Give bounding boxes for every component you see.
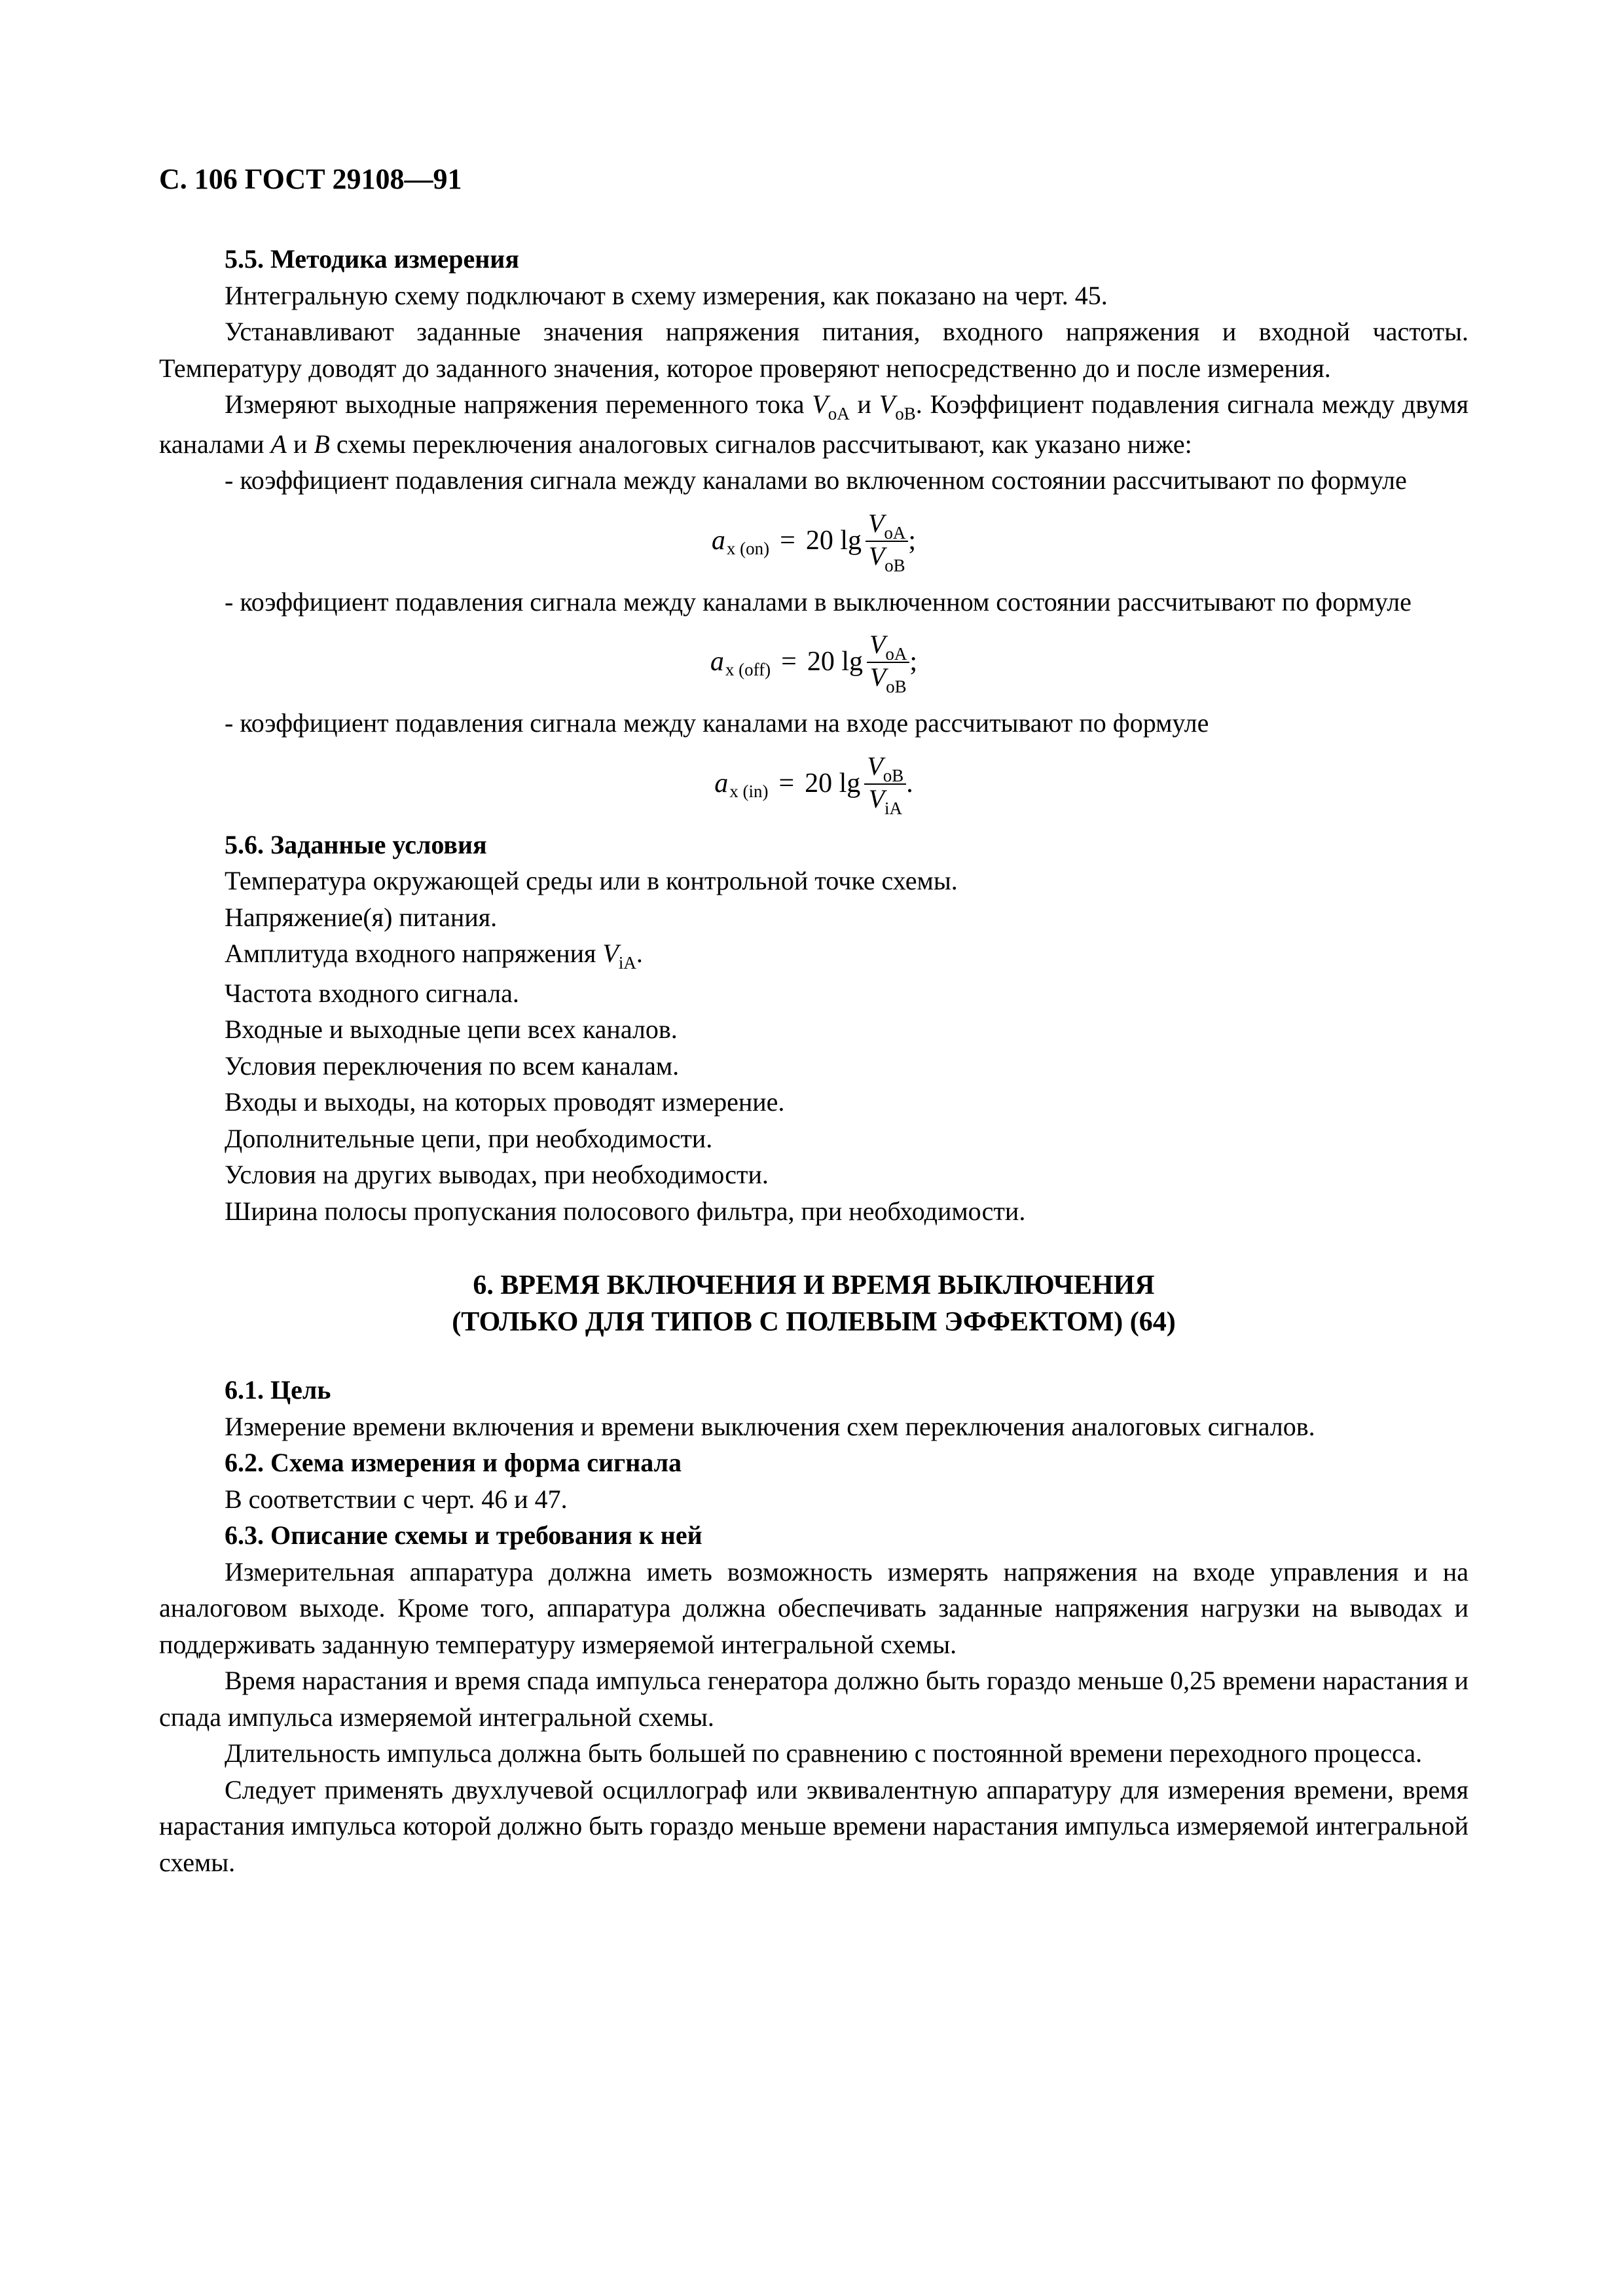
section-6-1-paragraph: Измерение времени включения и времени выключения схем переключения аналоговых сигналов. [225, 1411, 1315, 1441]
channel-a: A [270, 429, 287, 459]
condition-line: Температура окружающей среды или в контрольной точке схемы. [225, 866, 958, 895]
channel-b: B [314, 429, 330, 459]
formula-end: ; [909, 647, 918, 677]
formula-fraction [867, 630, 909, 694]
denominator-var: V [868, 783, 884, 814]
formula-lhs-subscript: x (in) [729, 781, 769, 801]
formula-end: ; [908, 525, 917, 556]
section-6-3-paragraph-1: Измерительная аппаратура должна иметь возможность измерять напряжения на входе управления и на аналоговом выходе. Кроме того, аппаратура должна обеспечивать заданные напряжения нагрузки на выводах и поддерживать заданную температуру измеряемой интегральной схемы. [159, 1556, 1468, 1659]
section-5-5-title: 5.5. Методика измерения [225, 244, 519, 274]
formula-function: 20 lg [805, 525, 862, 556]
condition-line: Входные и выходные цепи всех каналов. [225, 1014, 678, 1044]
text-run: . [636, 939, 643, 968]
variable-subscript: oA [828, 404, 850, 423]
formula-lhs: a [714, 768, 729, 798]
section-6-3-paragraph-2: Время нарастания и время спада импульса генератора должно быть гораздо меньше 0,25 времени нарастания и спада импульса измеряемой интегральной схемы. [159, 1666, 1468, 1732]
formula-denominator [867, 663, 909, 694]
formula-lhs-subscript: x (on) [726, 538, 770, 558]
section-6-1-title: 6.1. Цель [225, 1375, 331, 1405]
formula-denominator [866, 542, 908, 573]
variable-subscript: oB [895, 404, 916, 423]
formula-in [159, 742, 1468, 827]
section-6-2-paragraph: В соответствии с черт. 46 и 47. [225, 1484, 568, 1514]
section-6-3-title: 6.3. Описание схемы и требования к ней [225, 1520, 702, 1550]
denominator-sub: oB [884, 555, 905, 575]
formula-fraction [864, 752, 906, 816]
numerator-sub: oA [885, 644, 907, 664]
denominator-sub: oB [886, 677, 907, 696]
section-6-2-title: 6.2. Схема измерения и форма сигнала [225, 1448, 682, 1477]
formula-lhs: a [710, 647, 724, 677]
formula-equals: = [781, 647, 797, 677]
formula-function: 20 lg [807, 647, 863, 677]
formula-fraction [866, 509, 908, 573]
formula-lhs: a [711, 525, 725, 556]
variable-v: V [602, 939, 619, 968]
denominator-var: V [868, 541, 885, 571]
condition-line [159, 935, 1468, 975]
formula-numerator [867, 630, 909, 663]
list-item-input: - коэффициент подавления сигнала между каналами на входе рассчитывают по формуле [225, 708, 1209, 738]
section-5-5-paragraph-3 [159, 386, 1468, 462]
section-6-3-paragraph-3: Длительность импульса должна быть большей по сравнению с постоянной времени переходного процесса. [225, 1738, 1423, 1768]
formula-equals: = [780, 525, 795, 556]
condition-line: Ширина полосы пропускания полосового фильтра, при необходимости. [225, 1196, 1026, 1226]
section-6-3-paragraph-4: Следует применять двухлучевой осциллограф или эквивалентную аппаратуру для измерения времени, время нарастания импульса которой должно быть гораздо меньше времени нарастания импульса измеряемой интегральной схемы. [159, 1774, 1468, 1877]
text-run: Измеряют выходные напряжения переменного тока [225, 389, 812, 419]
condition-line: Напряжение(я) питания. [225, 902, 498, 932]
section-5-5-paragraph-1: Интегральную схему подключают в схему измерения, как показано на черт. 45. [225, 280, 1108, 310]
condition-line: Условия на других выводах, при необходимости. [225, 1160, 769, 1189]
list-item-on-state: - коэффициент подавления сигнала между каналами во включенном состоянии рассчитывают по формуле [225, 465, 1407, 495]
numerator-sub: oA [884, 522, 906, 543]
variable-subscript: iA [618, 953, 636, 973]
condition-line: Дополнительные цепи, при необходимости. [225, 1123, 713, 1153]
text-run: Амплитуда входного напряжения [225, 939, 603, 968]
denominator-sub: iA [884, 798, 902, 818]
denominator-var: V [869, 662, 886, 692]
formula-function: 20 lg [805, 768, 861, 798]
variable-v: V [879, 389, 896, 419]
numerator-sub: oB [883, 765, 904, 785]
section-6-title-line-2: (ТОЛЬКО ДЛЯ ТИПОВ С ПОЛЕВЫМ ЭФФЕКТОМ) (64) [452, 1307, 1176, 1337]
section-5-5-paragraph-2: Устанавливают заданные значения напряжения питания, входного напряжения и входной частоты. Температуру доводят до заданного значения, которое проверяют непосредственно до и после измерения. [159, 317, 1468, 383]
text-run: и [849, 389, 879, 419]
numerator-var: V [869, 630, 886, 659]
formula-numerator [866, 509, 908, 542]
variable-v: V [812, 389, 828, 419]
text-run: схемы переключения аналоговых сигналов рассчитывают, как указано ниже: [329, 429, 1192, 459]
formula-on [159, 499, 1468, 584]
condition-line: Условия переключения по всем каналам. [225, 1050, 680, 1081]
formula-equals: = [778, 768, 795, 798]
page-body [159, 241, 1468, 1880]
numerator-var: V [867, 508, 884, 538]
formula-numerator [864, 752, 906, 785]
formula-off [159, 620, 1468, 705]
formula-lhs-subscript: x (off) [725, 660, 771, 680]
section-5-6-title: 5.6. Заданные условия [225, 829, 487, 859]
section-6-title-line-1: 6. ВРЕМЯ ВКЛЮЧЕНИЯ И ВРЕМЯ ВЫКЛЮЧЕНИЯ [473, 1270, 1155, 1300]
text-run: . Коэффициент подавления сигнала между двумя каналами [159, 389, 1468, 459]
numerator-var: V [867, 751, 883, 781]
page-header: С. 106 ГОСТ 29108—91 [159, 163, 462, 195]
formula-denominator [866, 785, 905, 816]
list-item-off-state: - коэффициент подавления сигнала между каналами в выключенном состоянии рассчитывают по формуле [225, 586, 1412, 617]
condition-line: Частота входного сигнала. [225, 978, 519, 1008]
formula-end: . [906, 768, 913, 798]
text-run: и [286, 429, 314, 459]
condition-line: Входы и выходы, на которых проводят измерение. [225, 1087, 785, 1117]
